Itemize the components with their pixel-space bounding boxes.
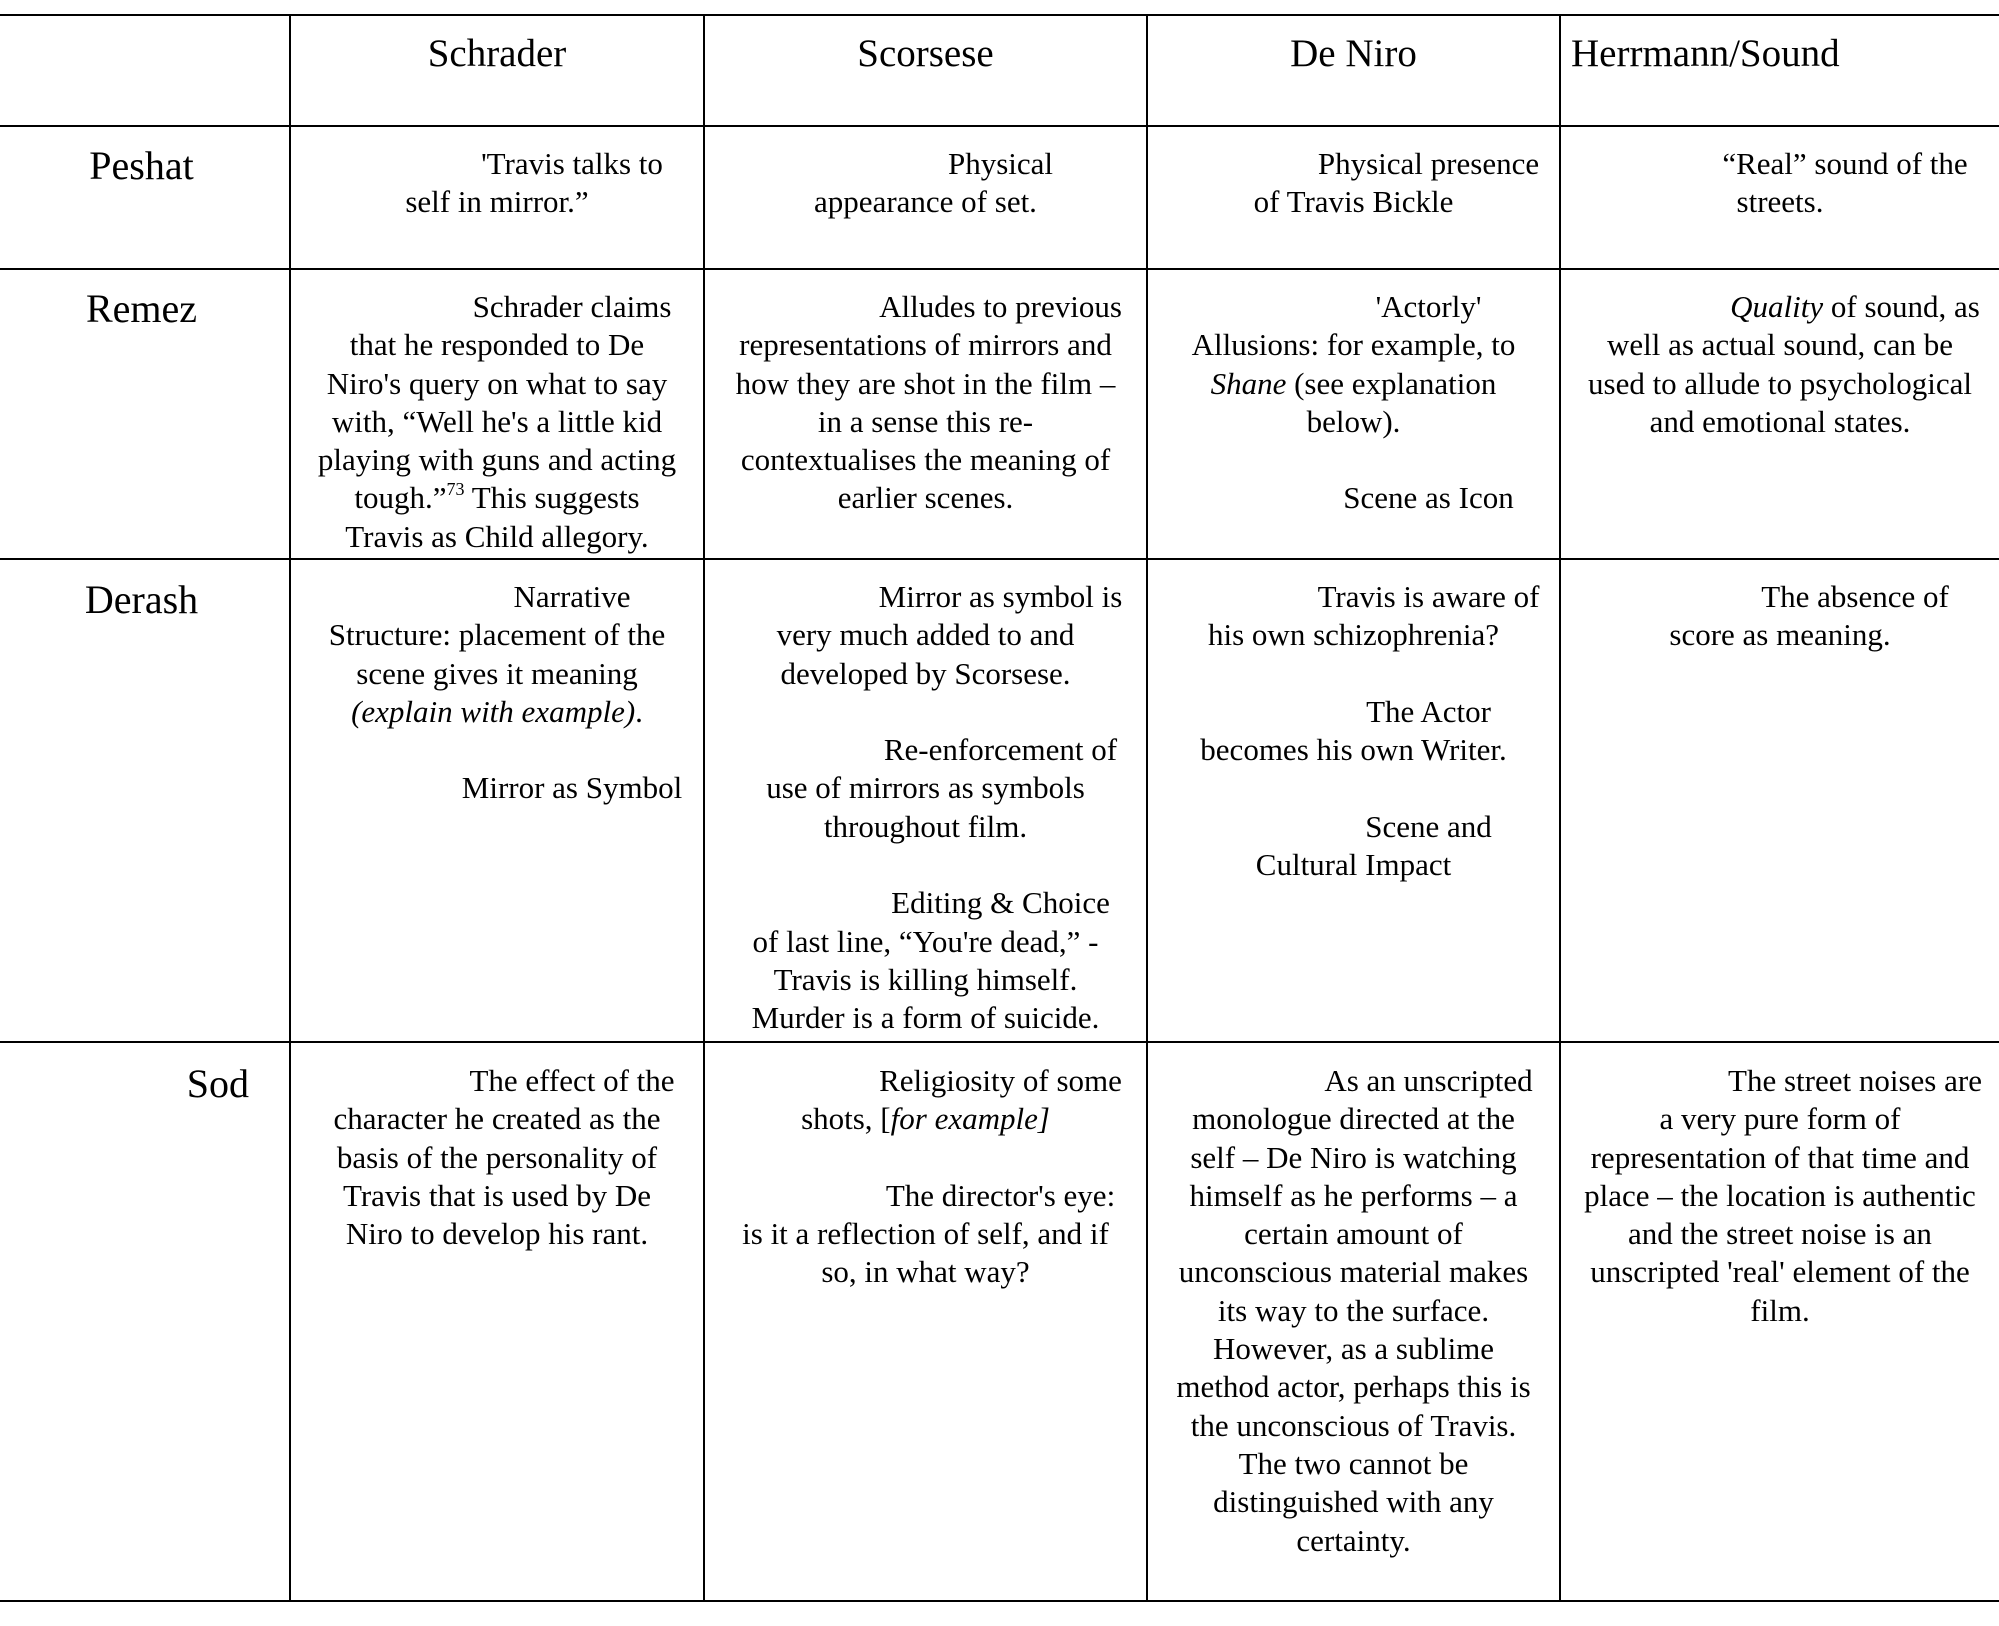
cell-text-line: Travis is killing himself.	[773, 961, 1078, 997]
cell-sod-de-niro	[1148, 1052, 1559, 1560]
cell-sod-schrader	[291, 1052, 703, 1253]
cell-sod-herrmann-sound	[1561, 1052, 1999, 1330]
paragraph-gap	[1158, 655, 1549, 693]
cell-text-line: Re-enforcement of	[883, 732, 1118, 768]
cell-text-line: representation of that time and	[1590, 1139, 1970, 1175]
cell-text-line: 'Travis talks to	[481, 146, 663, 181]
cell-text-line: used to allude to psychological	[1588, 365, 1972, 401]
row-label-cell-remez	[0, 277, 289, 331]
cell-text-line: the unconscious of Travis.	[1190, 1407, 1517, 1443]
cell-derash-herrmann-sound	[1561, 568, 1999, 655]
cell-text-line: film.	[1750, 1292, 1810, 1328]
cell-text-line: The director's eye:	[885, 1177, 1116, 1213]
column-header-de-niro: De Niro	[1290, 32, 1417, 75]
cell-text-line: Scene as Icon	[1343, 480, 1514, 516]
cell-derash-de-niro	[1148, 568, 1559, 884]
footnote-marker[interactable]: 73	[446, 479, 465, 500]
cell-text-line: its way to the surface.	[1217, 1292, 1490, 1328]
cell-remez-schrader	[291, 278, 703, 556]
cell-text-line: 'Actorly'	[1375, 289, 1482, 324]
cell-peshat-herrmann-sound	[1561, 135, 1999, 222]
cell-text-line	[1571, 288, 1989, 326]
row-divider	[0, 558, 1999, 560]
paragraph-gap	[301, 731, 693, 769]
cell-text-line: Niro's query on what to say	[326, 365, 668, 401]
cell-text-line: However, as a sublime	[1212, 1331, 1495, 1367]
row-label-sod: Sod	[186, 1061, 249, 1106]
cell-text-line: himself as he performs – a	[1189, 1177, 1518, 1213]
cell-remez-scorsese	[705, 278, 1146, 518]
table-border-bottom	[0, 1600, 1999, 1602]
cell-text-line: below).	[1306, 403, 1401, 439]
column-header-schrader: Schrader	[427, 32, 567, 75]
cell-text-line: Mirror as Symbol	[461, 770, 683, 806]
cell-text-line: The effect of the	[469, 1063, 675, 1098]
cell-peshat-scorsese	[705, 135, 1146, 222]
cell-text-line: Travis as Child allegory.	[345, 518, 649, 554]
cell-text-line	[715, 1100, 1136, 1138]
cell-text-italic: (explain with example)	[351, 693, 636, 729]
cell-text-line: playing with guns and acting	[317, 442, 677, 478]
cell-text-line: Religiosity of some	[879, 1063, 1122, 1098]
cell-text-line: Schrader claims	[472, 289, 672, 324]
cell-text-line: and the street noise is an	[1628, 1216, 1932, 1252]
row-divider	[0, 125, 1999, 127]
cell-peshat-de-niro	[1148, 135, 1559, 222]
cell-text-fragment: (see explanation	[1286, 365, 1497, 401]
cell-text-line: Murder is a form of suicide.	[751, 1000, 1100, 1036]
cell-text-line: Travis is aware of	[1317, 579, 1540, 614]
column-header-scorsese: Scorsese	[857, 32, 994, 75]
cell-text-line: unscripted 'real' element of the	[1590, 1254, 1970, 1290]
cell-text-line: developed by Scorsese.	[780, 655, 1071, 691]
cell-text-line: The absence of	[1761, 579, 1949, 614]
cell-text-line: contextualises the meaning of	[740, 442, 1111, 478]
cell-text-line	[301, 479, 693, 517]
emphasis-quality: Quality	[1730, 289, 1824, 324]
cell-text-line: is it a reflection of self, and if	[742, 1216, 1109, 1252]
row-divider	[0, 268, 1999, 270]
cell-text-line: Physical presence	[1317, 146, 1540, 181]
cell-text-line: certain amount of	[1244, 1216, 1463, 1252]
row-label-cell-derash	[0, 568, 289, 622]
cell-text-line: of Travis Bickle	[1253, 184, 1454, 220]
cell-text-line: with, “Well he's a little kid	[331, 403, 663, 439]
cell-text-line: Travis that is used by De	[343, 1177, 651, 1213]
paragraph-gap	[1158, 441, 1549, 479]
cell-text-line: monologue directed at the	[1192, 1101, 1515, 1137]
cell-text-line: unconscious material makes	[1178, 1254, 1529, 1290]
cell-text-line: self in mirror.”	[405, 184, 589, 220]
column-header-herrmann-sound: Herrmann/Sound	[1571, 32, 1840, 75]
cell-remez-herrmann-sound	[1561, 278, 1999, 441]
cell-text-line: Editing & Choice	[891, 885, 1110, 921]
cell-peshat-schrader	[291, 135, 703, 222]
paragraph-gap	[715, 1139, 1136, 1177]
paragraph-gap	[715, 693, 1136, 731]
cell-text-fragment: .	[635, 693, 643, 729]
cell-text-line: streets.	[1736, 184, 1824, 220]
cell-text-line	[301, 693, 693, 731]
row-label-cell-sod	[0, 1052, 289, 1106]
cell-text-line: place – the location is authentic	[1584, 1177, 1976, 1213]
cell-text-line: scene gives it meaning	[356, 655, 638, 691]
header-cell-scorsese	[705, 22, 1146, 76]
cell-text-fragment: shots, [	[801, 1101, 891, 1137]
cell-text-fragment: tough.”	[354, 480, 447, 516]
paragraph-gap	[1158, 769, 1549, 807]
cell-text-line: Mirror as symbol is	[878, 579, 1123, 614]
cell-text-line: a very pure form of	[1659, 1101, 1901, 1137]
cell-text-line: Cultural Impact	[1255, 847, 1452, 883]
table-border-top	[0, 14, 1999, 16]
cell-text-line: his own schizophrenia?	[1208, 617, 1499, 653]
header-cell-herrmann-sound	[1561, 22, 1999, 76]
cell-text-line: certainty.	[1296, 1522, 1411, 1558]
film-title-shane: Shane	[1210, 365, 1287, 401]
row-label-derash: Derash	[84, 577, 199, 622]
cell-text-line: of last line, “You're dead,” -	[752, 923, 1099, 959]
cell-text-line: The street noises are	[1728, 1063, 1982, 1098]
cell-text-line: so, in what way?	[821, 1254, 1030, 1290]
cell-remez-de-niro	[1148, 278, 1559, 518]
cell-text-line: appearance of set.	[814, 184, 1037, 220]
cell-text-line: Alludes to previous	[879, 289, 1122, 324]
cell-text-line: use of mirrors as symbols	[766, 770, 1085, 806]
cell-text-line: character he created as the	[333, 1101, 661, 1137]
row-label-peshat: Peshat	[89, 143, 194, 188]
row-label-remez: Remez	[85, 286, 198, 331]
cell-text-line: in a sense this re-	[817, 403, 1034, 439]
cell-text-line: that he responded to De	[349, 327, 645, 363]
cell-text-line: Scene and	[1365, 808, 1492, 844]
cell-text-line: distinguished with any	[1213, 1484, 1494, 1520]
cell-text-line: score as meaning.	[1669, 617, 1891, 653]
cell-text-line	[1158, 365, 1549, 403]
cell-text-line: how they are shot in the film –	[735, 365, 1116, 401]
row-label-cell-peshat	[0, 134, 289, 188]
cell-text-line: earlier scenes.	[837, 480, 1014, 516]
cell-text-fragment: This suggests	[464, 480, 640, 516]
cell-text-line: Niro to develop his rant.	[345, 1216, 649, 1252]
row-divider	[0, 1041, 1999, 1043]
cell-text-line: method actor, perhaps this is	[1176, 1369, 1531, 1405]
cell-text-line: “Real” sound of the	[1722, 146, 1968, 181]
cell-derash-schrader	[291, 568, 703, 808]
header-cell-schrader	[291, 22, 703, 76]
cell-sod-scorsese	[705, 1052, 1146, 1292]
cell-derash-scorsese	[705, 568, 1146, 1038]
cell-text-line: very much added to and	[776, 617, 1075, 653]
cell-text-line: Narrative	[513, 579, 631, 614]
cell-text-fragment: of sound, as	[1823, 289, 1980, 324]
cell-text-line: representations of mirrors and	[739, 327, 1112, 363]
cell-text-line: and emotional states.	[1649, 403, 1911, 439]
cell-text-line: throughout film.	[823, 808, 1028, 844]
cell-text-line: Physical	[947, 146, 1054, 181]
cell-text-line: becomes his own Writer.	[1200, 732, 1507, 768]
cell-text-line: Structure: placement of the	[328, 617, 666, 653]
cell-text-line: self – De Niro is watching	[1190, 1139, 1517, 1175]
cell-text-line: The two cannot be	[1238, 1445, 1469, 1481]
header-cell-de-niro	[1148, 22, 1559, 76]
cell-text-line: Allusions: for example, to	[1191, 327, 1516, 363]
cell-text-italic: for example]	[890, 1101, 1050, 1137]
cell-text-line: As an unscripted	[1324, 1063, 1533, 1098]
cell-text-line: The Actor	[1366, 693, 1491, 729]
header-cell-corner	[0, 14, 289, 125]
cell-text-line: basis of the personality of	[336, 1139, 658, 1175]
column-divider	[1559, 14, 1561, 1601]
paragraph-gap	[715, 846, 1136, 884]
cell-text-line: well as actual sound, can be	[1606, 327, 1954, 363]
